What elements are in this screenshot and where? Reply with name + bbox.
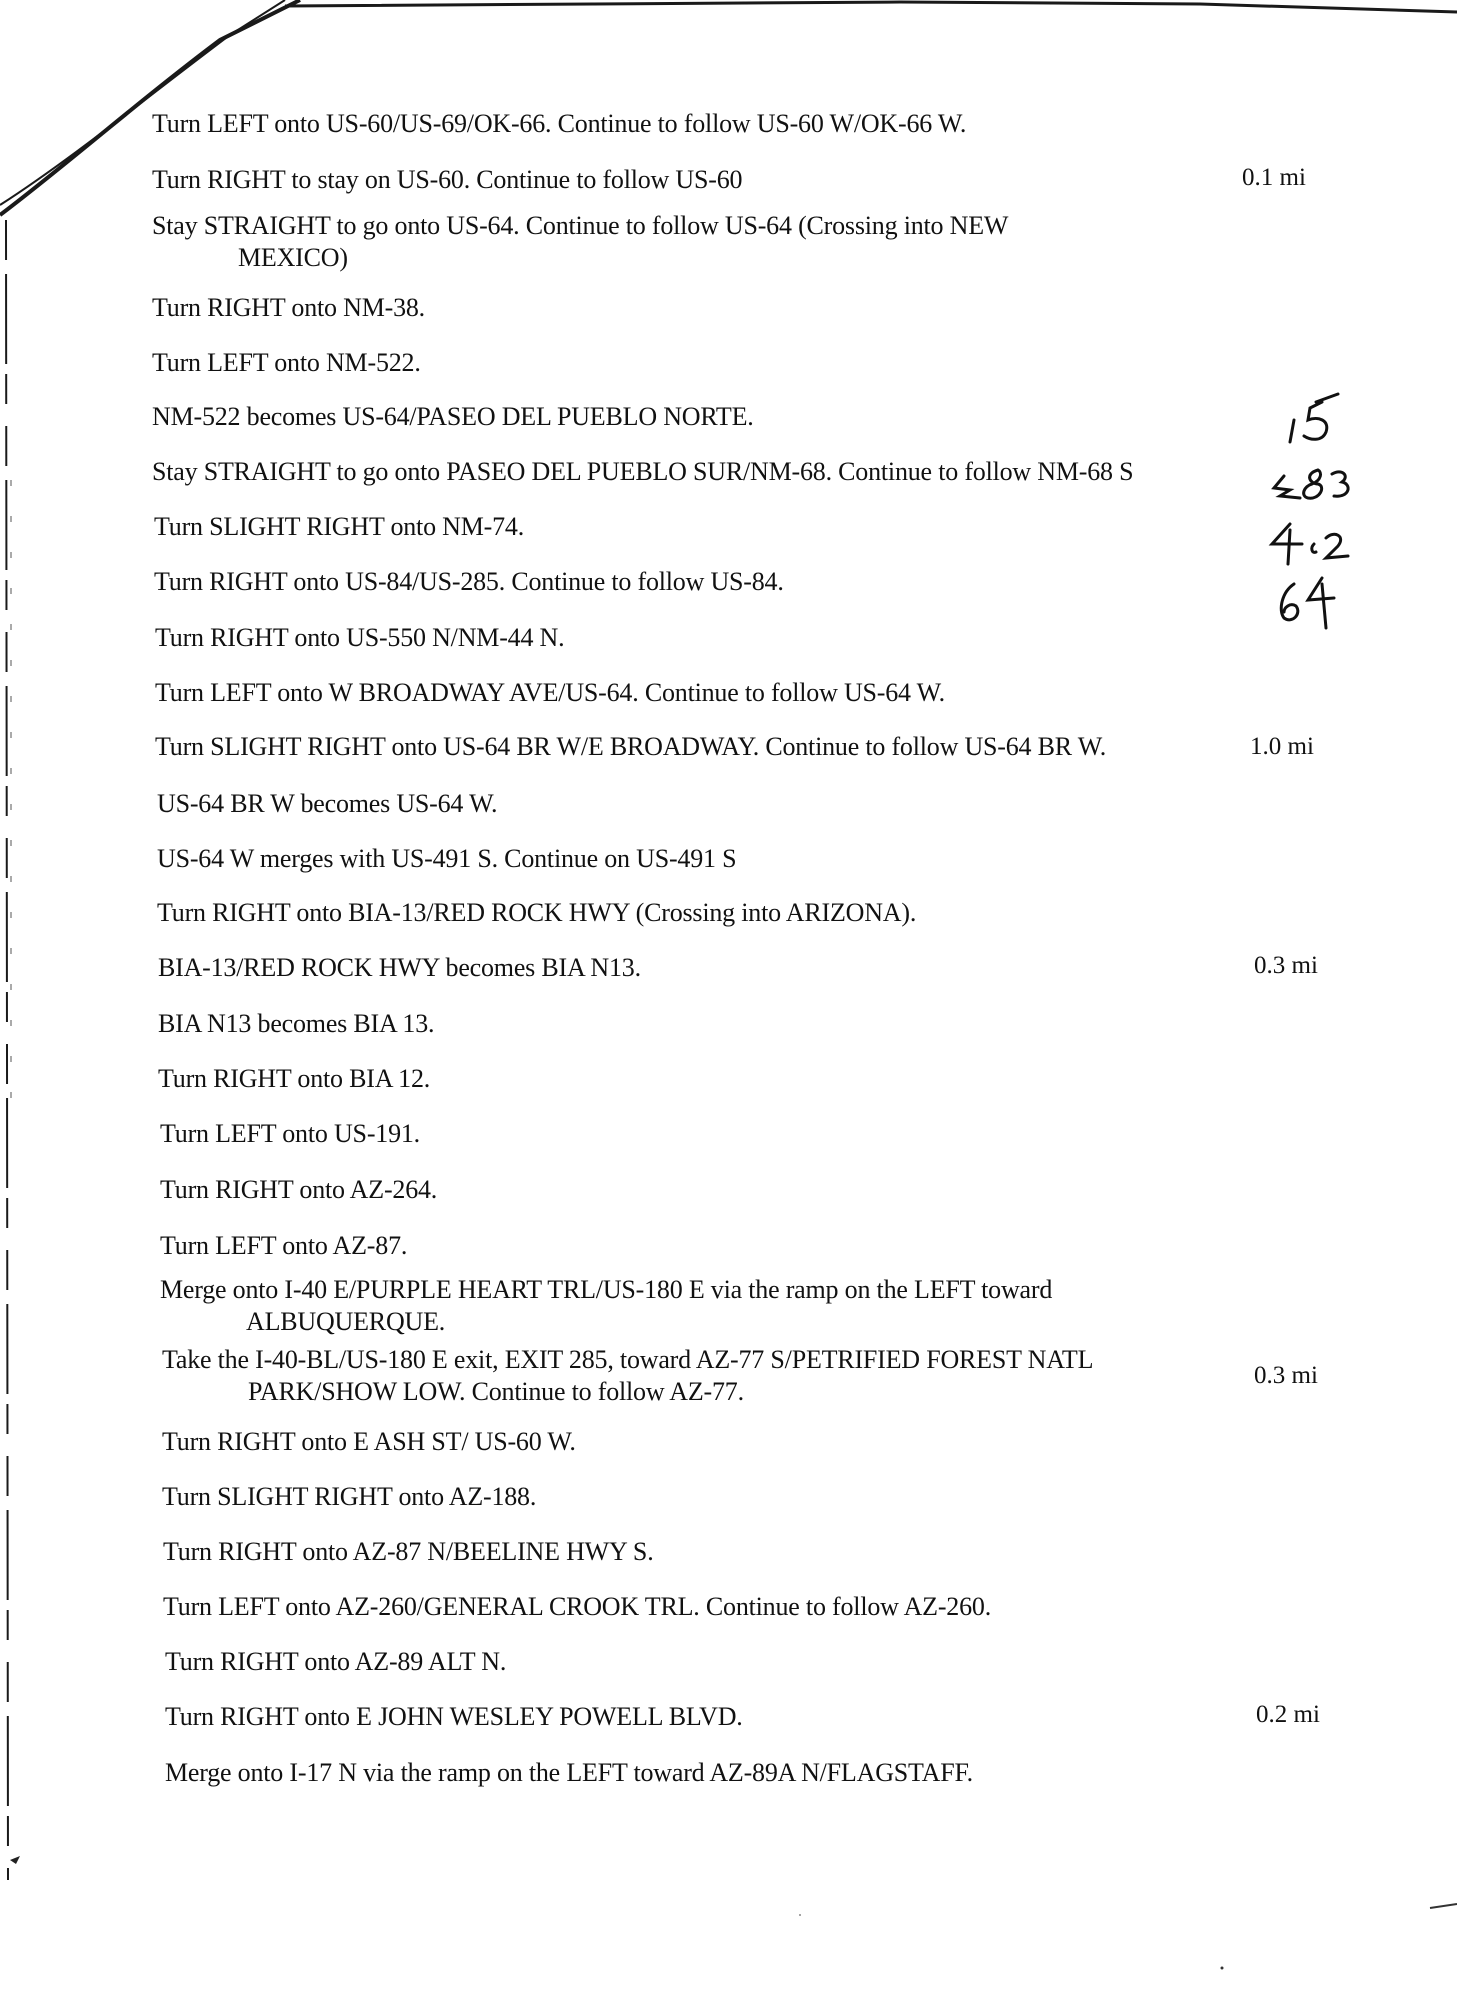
direction-line: BIA-13/RED ROCK HWY becomes BIA N13. <box>158 953 641 982</box>
distance-label: 1.0 mi <box>1250 733 1314 760</box>
direction-line: Stay STRAIGHT to go onto PASEO DEL PUEBLO SUR/NM-68. Continue to follow NM-68 S <box>152 457 1134 486</box>
direction-line: Turn LEFT onto W BROADWAY AVE/US-64. Continue to follow US-64 W. <box>155 678 945 707</box>
direction-line: Stay STRAIGHT to go onto US-64. Continue to follow US-64 (Crossing into NEW MEXICO) <box>152 211 1009 272</box>
direction-line: Turn RIGHT onto AZ-264. <box>160 1175 438 1204</box>
direction-line: Turn RIGHT onto BIA-13/RED ROCK HWY (Crossing into ARIZONA). <box>157 898 917 927</box>
direction-line: Turn RIGHT onto BIA 12. <box>158 1064 431 1093</box>
direction-line: Turn LEFT onto US-60/US-69/OK-66. Continue to follow US-60 W/OK-66 W. <box>152 109 967 138</box>
left-edge-line <box>6 220 8 1880</box>
scan-mark <box>10 1856 20 1864</box>
distance-label: 0.1 mi <box>1242 164 1306 191</box>
direction-line: Turn LEFT onto AZ-87. <box>160 1231 408 1260</box>
direction-line: Turn RIGHT onto AZ-87 N/BEELINE HWY S. <box>163 1537 654 1566</box>
direction-line: Turn RIGHT to stay on US-60. Continue to follow US-60 <box>152 165 743 194</box>
direction-line: Turn LEFT onto AZ-260/GENERAL CROOK TRL. Continue to follow AZ-260. <box>163 1592 992 1621</box>
distance-label: 0.2 mi <box>1256 1701 1320 1728</box>
direction-line: Turn LEFT onto US-191. <box>160 1119 420 1148</box>
direction-line: Turn RIGHT onto NM-38. <box>152 293 425 322</box>
top-border-line <box>285 2 1457 12</box>
dust-speck <box>1221 1967 1224 1970</box>
distance-label: 0.3 mi <box>1254 952 1318 979</box>
direction-line: Turn SLIGHT RIGHT onto NM-74. <box>154 512 525 541</box>
direction-line: Turn LEFT onto NM-522. <box>152 348 421 377</box>
direction-line: Turn RIGHT onto AZ-89 ALT N. <box>165 1647 507 1676</box>
direction-line: Take the I-40-BL/US-180 E exit, EXIT 285, toward AZ-77 S/PETRIFIED FOREST NATL PARK/SHOW LOW. Continue to follow AZ-77. <box>162 1345 1094 1406</box>
direction-line: Turn RIGHT onto US-84/US-285. Continue to follow US-84. <box>154 567 784 596</box>
direction-line: Turn RIGHT onto E JOHN WESLEY POWELL BLVD. <box>165 1702 743 1731</box>
direction-line: US-64 BR W becomes US-64 W. <box>157 789 498 818</box>
direction-line: Turn RIGHT onto E ASH ST/ US-60 W. <box>162 1427 576 1456</box>
handwritten-note-64 <box>1260 562 1380 642</box>
direction-line: Turn SLIGHT RIGHT onto US-64 BR W/E BROADWAY. Continue to follow US-64 BR W. <box>155 732 1107 761</box>
direction-line: Merge onto I-17 N via the ramp on the LEFT toward AZ-89A N/FLAGSTAFF. <box>165 1758 973 1787</box>
dust-speck <box>799 1914 801 1916</box>
direction-line: US-64 W merges with US-491 S. Continue on US-491 S <box>157 844 737 873</box>
direction-line: Turn SLIGHT RIGHT onto AZ-188. <box>162 1482 537 1511</box>
direction-line: BIA N13 becomes BIA 13. <box>158 1009 435 1038</box>
distance-label: 0.3 mi <box>1254 1362 1318 1389</box>
direction-line: Turn RIGHT onto US-550 N/NM-44 N. <box>155 623 565 652</box>
direction-line: NM-522 becomes US-64/PASEO DEL PUEBLO NORTE. <box>152 402 754 431</box>
direction-line: Merge onto I-40 E/PURPLE HEART TRL/US-180 E via the ramp on the LEFT toward ALBUQUERQUE. <box>160 1275 1053 1336</box>
corner-mark <box>1430 1904 1457 1908</box>
